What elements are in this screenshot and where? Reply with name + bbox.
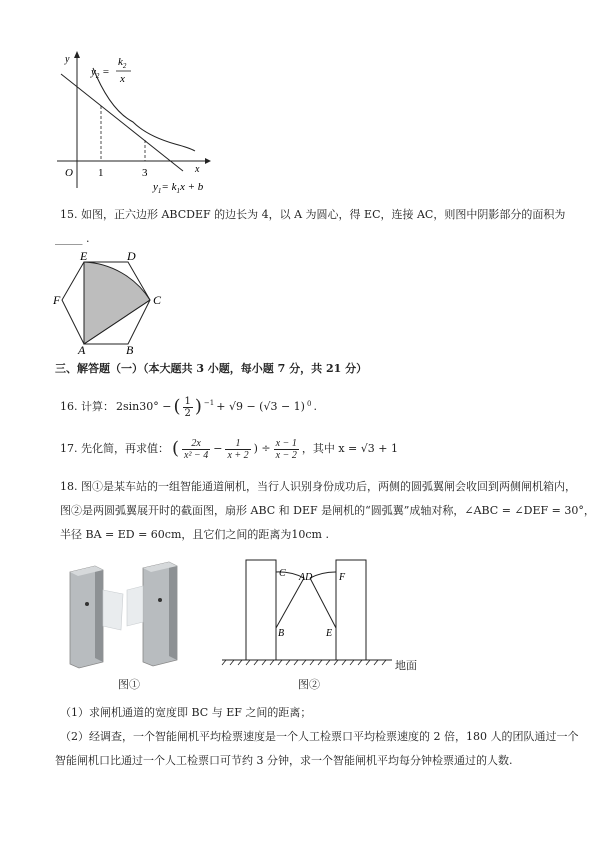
- q17-f3-num: x − 1: [275, 437, 297, 449]
- x-axis-arrow: [205, 158, 211, 164]
- left-cabinet-rect: [246, 560, 276, 660]
- label-f: F: [339, 572, 346, 583]
- gate-photo: [65, 560, 195, 675]
- q17-fraction-2: [225, 438, 250, 461]
- tick-label-1: 1: [98, 167, 104, 179]
- q17-minus: −: [213, 442, 223, 455]
- q16-fraction-den: 2: [184, 407, 191, 419]
- function-graph: [55, 48, 225, 193]
- vertex-d: D: [127, 249, 136, 263]
- q17-f1-num: 2x: [182, 438, 210, 450]
- hexagon-figure: [50, 248, 175, 356]
- q17-f2-num: 1: [225, 438, 250, 450]
- figure-2-caption: 图②: [298, 678, 320, 691]
- y2-denominator: x: [120, 73, 125, 85]
- x-axis-label: x: [195, 164, 200, 175]
- ground-hatching: [222, 660, 386, 665]
- segment-ba: [276, 578, 304, 628]
- left-sensor: [85, 602, 89, 606]
- q16-fraction: [183, 396, 193, 419]
- q17-fraction-1: [182, 438, 210, 461]
- hyperbola-curve: [93, 68, 195, 151]
- q17-f1-den: x² − 4: [184, 449, 209, 461]
- q15-blank: _____ .: [55, 232, 90, 245]
- q17: [60, 434, 398, 464]
- shaded-sector: [84, 262, 150, 344]
- figure-1-caption: 图①: [118, 678, 140, 691]
- q15-text: 15. 如图，正六边形 ABCDEF 的边长为 4，以 A 为圆心，得 EC，连接 AC，则图中阴影部分的面积为: [60, 208, 566, 221]
- y2-label: $y_2$ =: [91, 66, 110, 80]
- arc-fd: [310, 572, 336, 578]
- q17-f3-den: x − 2: [275, 449, 297, 461]
- q18-part2-line1: （2）经调查，一个智能闸机平均检票速度是一个人工检票口平均检票速度的 2 倍，180 人的团队通过一个: [60, 730, 579, 743]
- q16-expr-b: + √9 − (√3 − 1): [216, 400, 305, 413]
- q16-expr-a: 2sin30° −: [116, 400, 172, 413]
- vertex-f: F: [53, 293, 61, 307]
- segment-ed: [310, 578, 336, 628]
- q16-paren-open: (: [173, 396, 181, 417]
- y2-numerator: $k_2$: [118, 56, 127, 70]
- q16-paren-close: ): [194, 396, 202, 417]
- label-ad: AD: [299, 572, 313, 583]
- q16-prefix: 16. 计算：: [60, 400, 114, 413]
- label-e: E: [326, 628, 333, 639]
- tick-label-3: 3: [142, 167, 148, 179]
- left-wing: [103, 590, 123, 630]
- q17-paren-open: (: [172, 438, 180, 459]
- right-wing: [127, 586, 143, 626]
- q18-part1: （1）求闸机通道的宽度即 BC 与 EF 之间的距离；: [60, 706, 312, 719]
- q17-div: ) ÷: [253, 442, 271, 455]
- q17-prefix: 17. 先化简，再求值：: [60, 442, 169, 455]
- q18-line2: 图②是两圆弧翼展开时的截面图，扇形 ABC 和 DEF 是闸机的“圆弧翼”成轴对称，∠ABC = ∠DEF = 30°，: [60, 504, 595, 517]
- q17-f2-den: x + 2: [227, 449, 249, 461]
- q18-line3: 半径 BA = ED = 60cm，且它们之间的距离为10cm .: [60, 528, 329, 541]
- vertex-b: B: [126, 343, 134, 356]
- q18-line1: 18. 图①是某车站的一组智能通道闸机，当行人识别身份成功后，两侧的圆弧翼闸会收回到两侧闸机箱内，: [60, 480, 576, 493]
- q16-exp-neg1: −1: [203, 399, 215, 407]
- label-c: C: [279, 568, 286, 579]
- q16-fraction-num: 1: [184, 395, 191, 407]
- linear-line: [61, 74, 183, 171]
- origin-label: O: [65, 167, 73, 179]
- vertex-e: E: [80, 249, 88, 263]
- label-b: B: [278, 628, 285, 639]
- y1-label: $y_1= k_1x + b$: [153, 181, 204, 193]
- q16: [60, 394, 317, 420]
- q17-tail: ，其中 x = √3 + 1: [301, 442, 398, 455]
- right-cabinet-side: [169, 562, 177, 660]
- vertex-c: C: [153, 293, 162, 307]
- q17-fraction-3: [274, 438, 299, 461]
- gate-cross-section: [220, 556, 420, 676]
- q18-part2-line2: 智能闸机口比通过一个人工检票口可节约 3 分钟，求一个智能闸机平均每分钟检票通过的人数.: [55, 754, 513, 767]
- left-cabinet-side: [95, 566, 103, 662]
- y-axis-arrow: [74, 51, 80, 58]
- vertex-a: A: [78, 343, 86, 356]
- q16-suffix: .: [313, 400, 317, 413]
- section-3-title: 三、解答题（一）（本大题共 3 小题，每小题 7 分，共 21 分）: [55, 362, 368, 375]
- right-sensor: [158, 598, 162, 602]
- ground-label: 地面: [395, 659, 417, 672]
- y-axis-label: y: [65, 54, 70, 65]
- q16-exp-0: 0: [306, 400, 312, 408]
